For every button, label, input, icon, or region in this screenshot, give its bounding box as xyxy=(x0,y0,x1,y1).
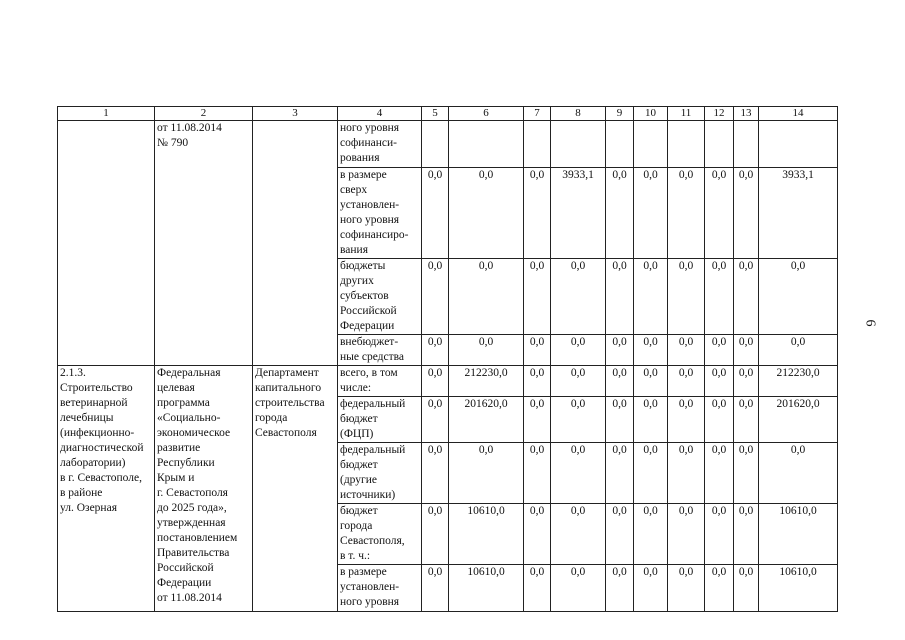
cell-value: 0,0 xyxy=(759,443,838,504)
cell-value: 0,0 xyxy=(634,565,668,612)
table-row xyxy=(58,121,838,168)
cell-funding-source: федеральный бюджет (ФЦП) xyxy=(338,397,422,443)
cell-value: 0,0 xyxy=(705,366,734,397)
cell-value: 0,0 xyxy=(449,335,524,366)
cell-value: 0,0 xyxy=(734,397,759,443)
cell-value: 0,0 xyxy=(422,366,449,397)
cell-value: 0,0 xyxy=(759,259,838,335)
cell-value: 3933,1 xyxy=(551,168,606,259)
cell-value: 0,0 xyxy=(422,168,449,259)
cell-value: 10610,0 xyxy=(449,565,524,612)
cell-value: 0,0 xyxy=(449,259,524,335)
column-number: 9 xyxy=(606,107,634,121)
cell-value: 0,0 xyxy=(606,259,634,335)
cell-value: 0,0 xyxy=(606,366,634,397)
cell-value: 0,0 xyxy=(524,168,551,259)
cell-value: 0,0 xyxy=(551,443,606,504)
column-number: 13 xyxy=(734,107,759,121)
cell-value: 0,0 xyxy=(606,335,634,366)
cell-value: 0,0 xyxy=(606,504,634,565)
cell-value: 0,0 xyxy=(705,168,734,259)
cell-value: 0,0 xyxy=(705,443,734,504)
cell-value: 0,0 xyxy=(422,259,449,335)
cell-value: 0,0 xyxy=(422,504,449,565)
cell-funding-source: в размере установлен- ного уровня xyxy=(338,565,422,612)
cell-value: 0,0 xyxy=(668,335,705,366)
cell-value: 0,0 xyxy=(524,443,551,504)
cell-value: 0,0 xyxy=(759,335,838,366)
cell-empty xyxy=(58,121,155,366)
column-number: 14 xyxy=(759,107,838,121)
cell-value: 0,0 xyxy=(634,259,668,335)
table-row xyxy=(58,366,838,397)
cell-value: 0,0 xyxy=(634,443,668,504)
column-number-row xyxy=(58,107,838,121)
column-number: 6 xyxy=(449,107,524,121)
column-number: 3 xyxy=(253,107,338,121)
column-number: 10 xyxy=(634,107,668,121)
budget-table xyxy=(57,106,838,612)
column-number: 2 xyxy=(155,107,253,121)
cell-value: 0,0 xyxy=(634,397,668,443)
cell-value: 0,0 xyxy=(524,259,551,335)
cell-value: 0,0 xyxy=(668,504,705,565)
cell-value: 0,0 xyxy=(705,335,734,366)
cell-value: 212230,0 xyxy=(759,366,838,397)
cell-value: 0,0 xyxy=(606,168,634,259)
cell-value: 0,0 xyxy=(668,565,705,612)
cell-funding-source: всего, в том числе: xyxy=(338,366,422,397)
cell-value: 0,0 xyxy=(705,565,734,612)
cell-value: 0,0 xyxy=(705,259,734,335)
cell-value: 0,0 xyxy=(606,443,634,504)
cell-value: 0,0 xyxy=(524,504,551,565)
cell-empty xyxy=(253,121,338,366)
cell-program-document: от 11.08.2014 № 790 xyxy=(155,121,253,366)
cell-value: 0,0 xyxy=(668,397,705,443)
cell-value: 0,0 xyxy=(524,366,551,397)
cell-value: 10610,0 xyxy=(449,504,524,565)
column-number: 4 xyxy=(338,107,422,121)
cell-value: 0,0 xyxy=(551,504,606,565)
cell-funding-source: ного уровня софинанси- рования xyxy=(338,121,422,168)
cell-value: 0,0 xyxy=(668,259,705,335)
column-number: 7 xyxy=(524,107,551,121)
cell-responsible-body: Департамент капитального строительства города Севастополя xyxy=(253,366,338,612)
cell-value: 0,0 xyxy=(449,443,524,504)
page-number: 6 xyxy=(862,319,878,327)
cell-program-document: Федеральная целевая программа «Социально- экономическое развитие Республики Крым и г. Севастополя до 2025 года», утвержденная постановлением Правительства Российской Федерации от 11.08.2014 xyxy=(155,366,253,612)
column-number: 8 xyxy=(551,107,606,121)
cell-value: 201620,0 xyxy=(759,397,838,443)
cell-value: 0,0 xyxy=(705,397,734,443)
column-number: 12 xyxy=(705,107,734,121)
cell-value: 3933,1 xyxy=(759,168,838,259)
cell-funding-source: бюджеты других субъектов Российской Федерации xyxy=(338,259,422,335)
cell-funding-source: внебюджет- ные средства xyxy=(338,335,422,366)
cell-value: 10610,0 xyxy=(759,504,838,565)
cell-value: 0,0 xyxy=(524,397,551,443)
cell-value: 0,0 xyxy=(422,443,449,504)
cell-value: 0,0 xyxy=(422,397,449,443)
cell-value: 0,0 xyxy=(668,366,705,397)
cell-item-title: 2.1.3. Строительство ветеринарной лечебницы (инфекционно- диагностической лаборатории) в г. Севастополе, в районе ул. Озерная xyxy=(58,366,155,612)
cell-value: 0,0 xyxy=(734,335,759,366)
cell-value: 0,0 xyxy=(734,504,759,565)
cell-value: 0,0 xyxy=(734,366,759,397)
cell-value: 10610,0 xyxy=(759,565,838,612)
column-number: 11 xyxy=(668,107,705,121)
cell-value: 0,0 xyxy=(634,168,668,259)
cell-value: 0,0 xyxy=(551,565,606,612)
cell-funding-source: федеральный бюджет (другие источники) xyxy=(338,443,422,504)
cell-value: 0,0 xyxy=(422,335,449,366)
cell-value: 201620,0 xyxy=(449,397,524,443)
cell-value: 0,0 xyxy=(734,443,759,504)
cell-value: 0,0 xyxy=(734,565,759,612)
cell-funding-source: в размере сверх установлен- ного уровня софинансиро- вания xyxy=(338,168,422,259)
cell-value: 0,0 xyxy=(524,565,551,612)
cell-value: 0,0 xyxy=(551,397,606,443)
cell-value: 0,0 xyxy=(668,168,705,259)
cell-value: 0,0 xyxy=(606,565,634,612)
column-number: 1 xyxy=(58,107,155,121)
cell-funding-source: бюджет города Севастополя, в т. ч.: xyxy=(338,504,422,565)
cell-value: 0,0 xyxy=(524,335,551,366)
cell-value: 0,0 xyxy=(734,259,759,335)
cell-value: 0,0 xyxy=(705,504,734,565)
cell-value: 0,0 xyxy=(449,168,524,259)
cell-value: 0,0 xyxy=(634,366,668,397)
cell-value: 0,0 xyxy=(422,565,449,612)
cell-value: 0,0 xyxy=(634,504,668,565)
cell-value: 0,0 xyxy=(551,259,606,335)
cell-value: 0,0 xyxy=(668,443,705,504)
cell-value: 0,0 xyxy=(551,366,606,397)
cell-value: 0,0 xyxy=(606,397,634,443)
column-number: 5 xyxy=(422,107,449,121)
cell-value: 212230,0 xyxy=(449,366,524,397)
cell-value: 0,0 xyxy=(634,335,668,366)
cell-value: 0,0 xyxy=(734,168,759,259)
cell-value: 0,0 xyxy=(551,335,606,366)
